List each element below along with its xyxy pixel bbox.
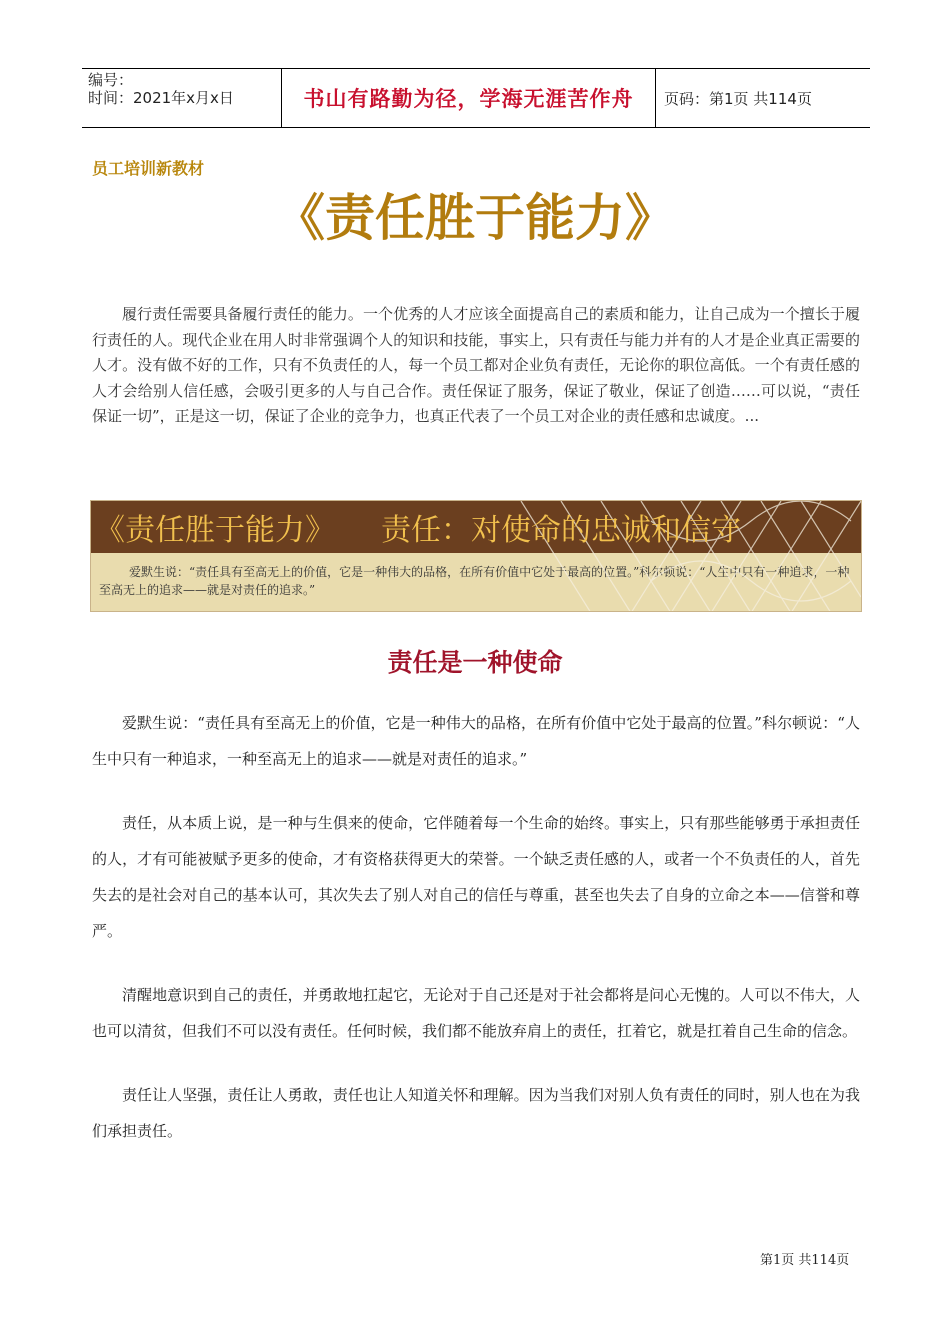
paragraph: 责任让人坚强，责任让人勇敢，责任也让人知道关怀和理解。因为当我们对别人负有责任的同时，别人也在为我们承担责任。	[92, 1086, 860, 1140]
header-page-info: 页码：第1页 共114页	[664, 89, 812, 108]
header-page-info-cell	[656, 69, 870, 127]
paragraph: 责任，从本质上说，是一种与生俱来的使命，它伴随着每一个生命的始终。事实上，只有那些能够勇于承担责任的人，才有可能被赋予更多的使命，才有资格获得更大的荣誉。一个缺乏责任感的人，或者一个不负责任的人，首先失去的是社会对自己的基本认可，其次失去了别人对自己的信任与尊重，甚至也失去了自身的立命之本——信誉和尊严。	[92, 814, 860, 940]
banner-quote: 爱默生说：“责任具有至高无上的价值，它是一种伟大的品格，在所有价值中它处于最高的位置。”科尔顿说：“人生中只有一种追求，一种至高无上的追求——就是对责任的追求。”	[91, 553, 861, 611]
paragraph: 爱默生说：“责任具有至高无上的价值，它是一种伟大的品格，在所有价值中它处于最高的位置。”科尔顿说：“人生中只有一种追求，一种至高无上的追求——就是对责任的追求。”	[92, 714, 860, 768]
paragraph: 清醒地意识到自己的责任，并勇敢地扛起它，无论对于自己还是对于社会都将是问心无愧的。人可以不伟大，人也可以清贫，但我们不可以没有责任。任何时候，我们都不能放弃肩上的责任，扛着它，就是扛着自己生命的信念。	[92, 986, 860, 1040]
page-header	[82, 68, 870, 128]
document-subtitle: 员工培训新教材	[92, 159, 205, 178]
banner-chapter-title: 责任：对使命的忠诚和信守	[381, 513, 741, 548]
intro-paragraph: 履行责任需要具备履行责任的能力。一个优秀的人才应该全面提高自己的素质和能力，让自己成为一个擅长于履行责任的人。现代企业在用人时非常强调个人的知识和技能，事实上，只有责任与能力并有的人才是企业真正需要的人才。没有做不好的工作，只有不负责任的人，每一个员工都对企业负有责任，无论你的职位高低。一个有责任感的人才会给别人信任感，会吸引更多的人与自己合作。责任保证了服务，保证了敬业，保证了创造……可以说，“责任保证一切”，正是这一切，保证了企业的竞争力，也真正代表了一个员工对企业的责任感和忠诚度。...	[92, 305, 860, 425]
header-motto-cell	[282, 69, 656, 127]
serial-label: 编号：	[88, 71, 134, 89]
date-label: 时间：2021年x月x日	[88, 89, 234, 107]
section-heading: 责任是一种使命	[387, 648, 563, 677]
header-meta	[82, 69, 282, 127]
page-footer: 第1页 共114页	[760, 1253, 850, 1268]
body-text	[92, 705, 860, 1177]
header-motto: 书山有路勤为径，学海无涯苦作舟	[303, 87, 634, 111]
banner-book-title: 《责任胜于能力》	[95, 513, 335, 548]
chapter-banner	[90, 500, 862, 612]
document-title: 《责任胜于能力》	[275, 189, 675, 247]
